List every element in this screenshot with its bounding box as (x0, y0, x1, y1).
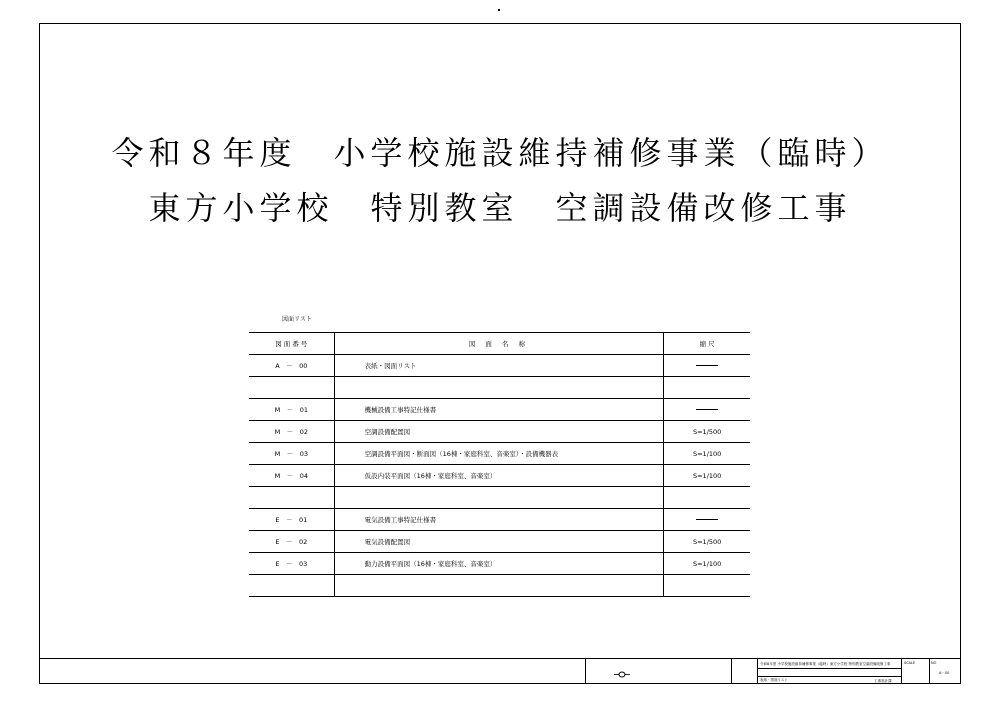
drawing-name: 動力設備平面図（16棟・家庭科室、音楽室） (334, 553, 664, 575)
drawing-name: 空調設備平面図・断面図（16棟・家庭科室、音楽室）・設備機器表 (334, 443, 664, 465)
no-scale-dash (696, 519, 718, 520)
drawing-number: M － 03 (249, 443, 334, 465)
project-title-line2: 東方小学校 特別教室 空調設備改修工事 (148, 189, 852, 227)
drawing-number (249, 377, 334, 399)
table-row (249, 531, 750, 553)
drawing-scale (664, 355, 750, 377)
drawing-number: E － 03 (249, 553, 334, 575)
no-scale-dash (696, 365, 718, 366)
drawing-name: 電気設備工事特記仕様書 (334, 509, 664, 531)
title-block-divider (929, 659, 930, 684)
drawing-scale: S=1/100 (692, 559, 722, 568)
table-row (249, 509, 750, 531)
title-block-rule (757, 668, 901, 669)
title-block-divider (731, 659, 732, 684)
tb-no-label: NO (931, 661, 937, 665)
drawing-number: E － 01 (249, 509, 334, 531)
drawing-scale (664, 509, 750, 531)
drawing-name: 仮設内装平面図（16棟・家庭科室、音楽室） (334, 465, 664, 487)
drawing-number (249, 487, 334, 509)
header-name: 図 面 名 称 (334, 333, 664, 355)
drawing-number: M － 01 (249, 399, 334, 421)
tb-scale-label: SCALE (904, 661, 916, 665)
drawing-scale (664, 399, 750, 421)
table-header-row (249, 333, 750, 355)
organization-logo (614, 671, 630, 678)
title-block-rule (757, 676, 901, 677)
header-number: 図 面 番 号 (249, 333, 334, 355)
table-row (249, 575, 750, 597)
table-row (249, 487, 750, 509)
drawing-name (334, 575, 664, 597)
drawing-scale: S=1/500 (692, 537, 722, 546)
tb-department: 工事設計課 (874, 679, 892, 683)
title-block-divider (757, 659, 758, 684)
drawing-name: 電気設備配置図 (334, 531, 664, 553)
table-row (249, 377, 750, 399)
drawing-name (334, 377, 664, 399)
drawing-list-table (249, 332, 750, 597)
table-row (249, 355, 750, 377)
project-title-line1: 令和８年度 小学校施設維持補修事業（臨時） (111, 134, 889, 172)
drawing-scale: S=1/100 (692, 449, 722, 458)
no-scale-dash (696, 409, 718, 410)
page-mark (498, 9, 500, 11)
drawing-number: M － 04 (249, 465, 334, 487)
title-block-divider (901, 659, 902, 684)
drawing-scale (664, 487, 750, 509)
table-row (249, 399, 750, 421)
drawing-scale (664, 377, 750, 399)
drawing-scale (664, 575, 750, 597)
drawing-name: 機械設備工事特記仕様書 (334, 399, 664, 421)
table-row (249, 443, 750, 465)
drawing-name: 空調設備配置図 (334, 421, 664, 443)
tb-drawing-title: 表紙・図面リスト (760, 678, 788, 682)
drawing-number: A － 00 (249, 355, 334, 377)
drawing-list-label: 図面リスト (282, 316, 312, 323)
header-scale: 縮 尺 (699, 340, 715, 348)
drawing-number: M － 02 (249, 421, 334, 443)
drawing-number: E － 02 (249, 531, 334, 553)
table-row (249, 465, 750, 487)
title-block (39, 658, 961, 684)
title-block-divider (585, 659, 586, 684)
table-row (249, 553, 750, 575)
drawing-scale: S=1/500 (692, 427, 722, 436)
table-row (249, 421, 750, 443)
tb-project-name: 令和8年度 小学校施設維持補修事業（臨時）東方小学校 特別教室空調設備改修工事 (760, 662, 891, 666)
drawing-number (249, 575, 334, 597)
drawing-name: 表紙・図面リスト (334, 355, 664, 377)
tb-drawing-no: A－00 (939, 671, 950, 675)
drawing-name (334, 487, 664, 509)
drawing-scale: S=1/100 (692, 471, 722, 480)
